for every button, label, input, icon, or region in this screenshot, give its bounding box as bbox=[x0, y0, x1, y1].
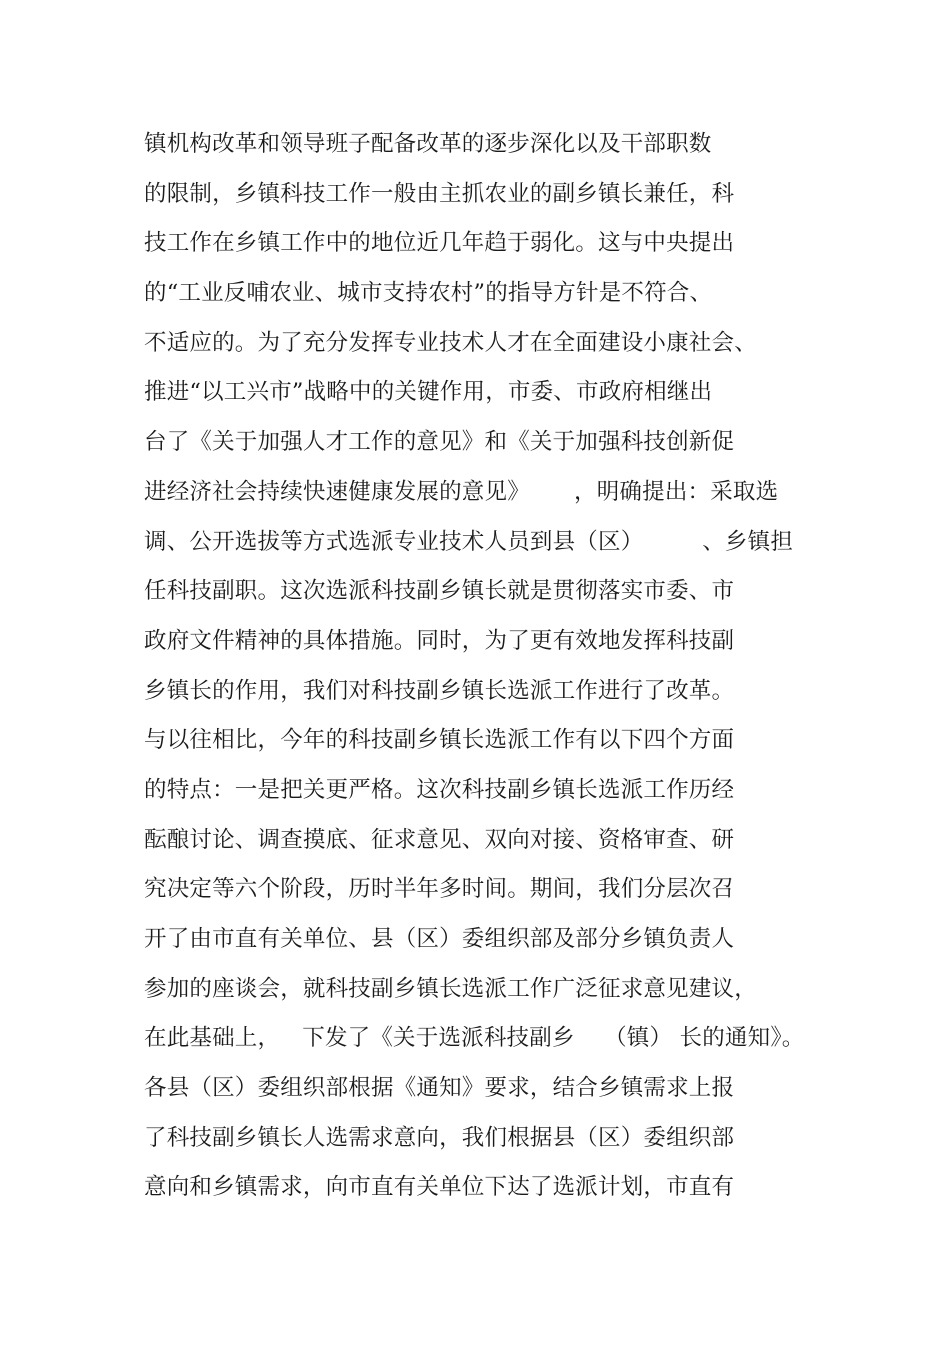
text-line: 调、公开选拔等方式选派专业技术人员到县（区） 、乡镇担 bbox=[144, 528, 794, 555]
text-line: 与以往相比，今年的科技副乡镇长选派工作有以下四个方面 bbox=[144, 727, 735, 754]
text-line: 镇机构改革和领导班子配备改革的逐步深化以及干部职数 bbox=[144, 131, 712, 157]
body-text bbox=[144, 120, 804, 1213]
text-line: 不适应的。为了充分发挥专业技术人才在全面建设小康社会、 bbox=[144, 329, 757, 356]
text-line: 推进“以工兴市”战略中的关键作用，市委、市政府相继出 bbox=[144, 379, 713, 406]
text-line: 的“工业反哺农业、城市支持农村”的指导方针是不符合、 bbox=[144, 280, 713, 307]
text-line: 各县（区）委组织部根据《通知》要求，结合乡镇需求上报 bbox=[144, 1075, 735, 1102]
text-line: 台了《关于加强人才工作的意见》和《关于加强科技创新促 bbox=[144, 429, 735, 456]
text-line: 酝酿讨论、调查摸底、征求意见、双向对接、资格审查、研 bbox=[144, 826, 735, 853]
text-line: 参加的座谈会，就科技副乡镇长选派工作广泛征求意见建议， bbox=[144, 975, 757, 1002]
text-line: 的限制，乡镇科技工作一般由主抓农业的副乡镇长兼任，科 bbox=[144, 180, 735, 207]
text-line: 的特点：一是把关更严格。这次科技副乡镇长选派工作历经 bbox=[144, 776, 735, 803]
text-line: 任科技副职。这次选派科技副乡镇长就是贯彻落实市委、市 bbox=[144, 578, 735, 605]
text-line: 究决定等六个阶段，历时半年多时间。期间，我们分层次召 bbox=[144, 876, 735, 903]
text-line: 意向和乡镇需求，向市直有关单位下达了选派计划，市直有 bbox=[144, 1174, 735, 1201]
text-line: 在此基础上， 下发了《关于选派科技副乡 （镇） 长的通知》。 bbox=[144, 1025, 805, 1052]
text-line: 了科技副乡镇长人选需求意向，我们根据县（区）委组织部 bbox=[144, 1124, 735, 1151]
text-line: 乡镇长的作用，我们对科技副乡镇长选派工作进行了改革。 bbox=[144, 677, 735, 704]
text-line: 进经济社会持续快速健康发展的意见》 ，明确提出：采取选 bbox=[144, 478, 779, 505]
text-line: 开了由市直有关单位、县（区）委组织部及部分乡镇负责人 bbox=[144, 926, 735, 952]
text-line: 技工作在乡镇工作中的地位近几年趋于弱化。这与中央提出 bbox=[144, 230, 735, 257]
text-line: 政府文件精神的具体措施。同时，为了更有效地发挥科技副 bbox=[144, 627, 735, 654]
